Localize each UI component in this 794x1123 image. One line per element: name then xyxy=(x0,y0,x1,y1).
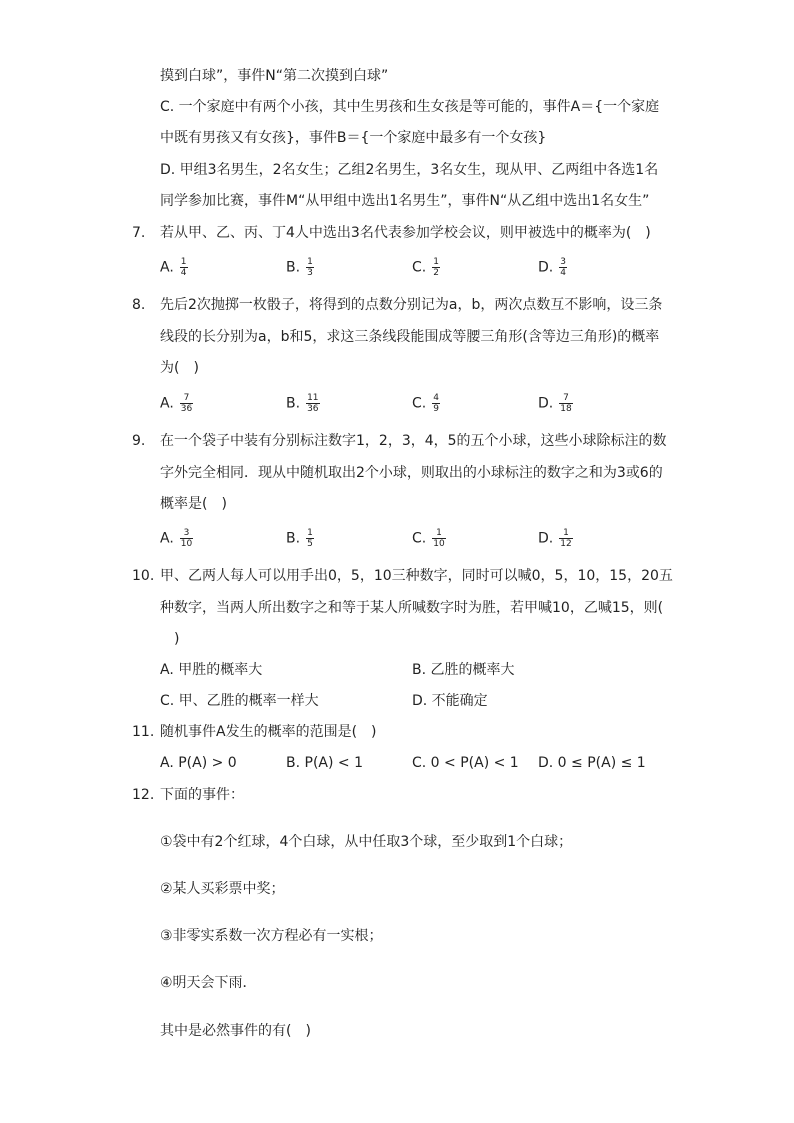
q11-option-a[interactable]: A. P(A) > 0 xyxy=(160,755,237,771)
q8-option-c[interactable]: C. $\frac{4}{9}$ xyxy=(412,393,439,414)
q11-option-b[interactable]: B. P(A) < 1 xyxy=(286,755,363,771)
q8-option-c-fraction: $\frac{4}{9}$ xyxy=(433,393,439,414)
q9-option-a-fraction: $\frac{3}{10}$ xyxy=(180,528,193,549)
q8-option-b-fraction: $\frac{11}{36}$ xyxy=(307,393,319,414)
q12-item-1: ①袋中有2个红球，4个白球，从中任取3个球，至少取到1个白球； xyxy=(160,834,573,850)
q10-option-a[interactable]: A. 甲胜的概率大 xyxy=(160,662,263,678)
prev-option-c-line-2: 中既有男孩又有女孩}，事件B＝{一个家庭中最多有一个女孩} xyxy=(160,130,547,146)
q12-tail: 其中是必然事件的有( ) xyxy=(160,1023,311,1039)
q7-option-c[interactable]: C. $\frac{1}{2}$ xyxy=(412,257,439,278)
q9-option-c-fraction: $\frac{1}{10}$ xyxy=(433,528,445,549)
q9-option-a[interactable]: A. $\frac{3}{10}$ xyxy=(160,528,193,549)
q10-stem-line-3: ) xyxy=(174,631,180,647)
q8-option-b[interactable]: B. $\frac{11}{36}$ xyxy=(286,393,319,414)
q10-option-d[interactable]: D. 不能确定 xyxy=(412,693,488,709)
q7-option-a[interactable]: A. $\frac{1}{4}$ xyxy=(160,257,187,278)
q7-option-d-fraction: $\frac{3}{4}$ xyxy=(560,257,566,278)
q10-option-b[interactable]: B. 乙胜的概率大 xyxy=(412,662,515,678)
q9-stem-line-2: 字外完全相同．现从中随机取出2个小球，则取出的小球标注的数字之和为3或6的 xyxy=(160,465,663,481)
q7-stem: 若从甲、乙、丙、丁4人中选出3名代表参加学校会议，则甲被选中的概率为( ) xyxy=(160,225,651,241)
q9-stem-line-3: 概率是( ) xyxy=(160,496,227,512)
q8-stem-line-1: 先后2次抛掷一枚骰子，将得到的点数分别记为a，b，两次点数互不影响，设三条 xyxy=(160,297,663,313)
q10-stem-line-2: 种数字，当两人所出数字之和等于某人所喊数字时为胜，若甲喊10，乙喊15，则( xyxy=(160,600,664,616)
prev-option-d-line-2: 同学参加比赛，事件M“从甲组中选出1名男生”，事件N“从乙组中选出1名女生” xyxy=(160,193,650,209)
q11-option-d[interactable]: D. 0 ≤ P(A) ≤ 1 xyxy=(538,755,646,771)
q10-number: 10. xyxy=(132,568,155,584)
q11-option-c[interactable]: C. 0 < P(A) < 1 xyxy=(412,755,519,771)
q9-stem-line-1: 在一个袋子中装有分别标注数字1，2，3，4，5的五个小球，这些小球除标注的数 xyxy=(160,433,667,449)
q9-option-d[interactable]: D. $\frac{1}{12}$ xyxy=(538,528,572,549)
q9-number: 9. xyxy=(132,433,146,449)
q9-option-b[interactable]: B. $\frac{1}{5}$ xyxy=(286,528,313,549)
q7-option-c-fraction: $\frac{1}{2}$ xyxy=(433,257,439,278)
prev-option-c-line-1: C. 一个家庭中有两个小孩，其中生男孩和生女孩是等可能的，事件A＝{一个家庭 xyxy=(160,99,660,115)
q7-option-a-fraction: $\frac{1}{4}$ xyxy=(180,257,187,278)
q8-option-d-fraction: $\frac{7}{18}$ xyxy=(560,393,572,414)
q8-number: 8. xyxy=(132,297,146,313)
q8-stem-line-2: 线段的长分别为a，b和5，求这三条线段能围成等腰三角形(含等边三角形)的概率 xyxy=(160,329,660,345)
q12-item-3: ③非零实系数一次方程必有一实根； xyxy=(160,928,383,944)
q9-option-d-fraction: $\frac{1}{12}$ xyxy=(560,528,572,549)
q12-stem: 下面的事件： xyxy=(160,787,244,803)
q9-option-b-fraction: $\frac{1}{5}$ xyxy=(307,528,313,549)
prev-line-1: 摸到白球”，事件N“第二次摸到白球” xyxy=(160,68,389,84)
q8-option-d[interactable]: D. $\frac{7}{18}$ xyxy=(538,393,572,414)
q11-number: 11. xyxy=(132,724,155,740)
q8-option-a[interactable]: A. $\frac{7}{36}$ xyxy=(160,393,193,414)
prev-option-d-line-1: D. 甲组3名男生，2名女生；乙组2名男生，3名女生，现从甲、乙两组中各选1名 xyxy=(160,162,659,178)
q7-option-b-fraction: $\frac{1}{3}$ xyxy=(307,257,313,278)
q12-number: 12. xyxy=(132,787,155,803)
q7-number: 7. xyxy=(132,225,146,241)
q12-item-4: ④明天会下雨． xyxy=(160,975,257,991)
q7-option-b[interactable]: B. $\frac{1}{3}$ xyxy=(286,257,313,278)
q9-option-c[interactable]: C. $\frac{1}{10}$ xyxy=(412,528,445,549)
q7-option-d[interactable]: D. $\frac{3}{4}$ xyxy=(538,257,566,278)
q11-stem: 随机事件A发生的概率的范围是( ) xyxy=(160,724,377,740)
q10-stem-line-1: 甲、乙两人每人可以用手出0，5，10三种数字，同时可以喊0，5，10，15，20五 xyxy=(160,568,673,584)
q8-option-a-fraction: $\frac{7}{36}$ xyxy=(180,393,193,414)
q8-stem-line-3: 为( ) xyxy=(160,360,199,376)
q10-option-c[interactable]: C. 甲、乙胜的概率一样大 xyxy=(160,693,319,709)
q12-item-2: ②某人买彩票中奖； xyxy=(160,881,285,897)
